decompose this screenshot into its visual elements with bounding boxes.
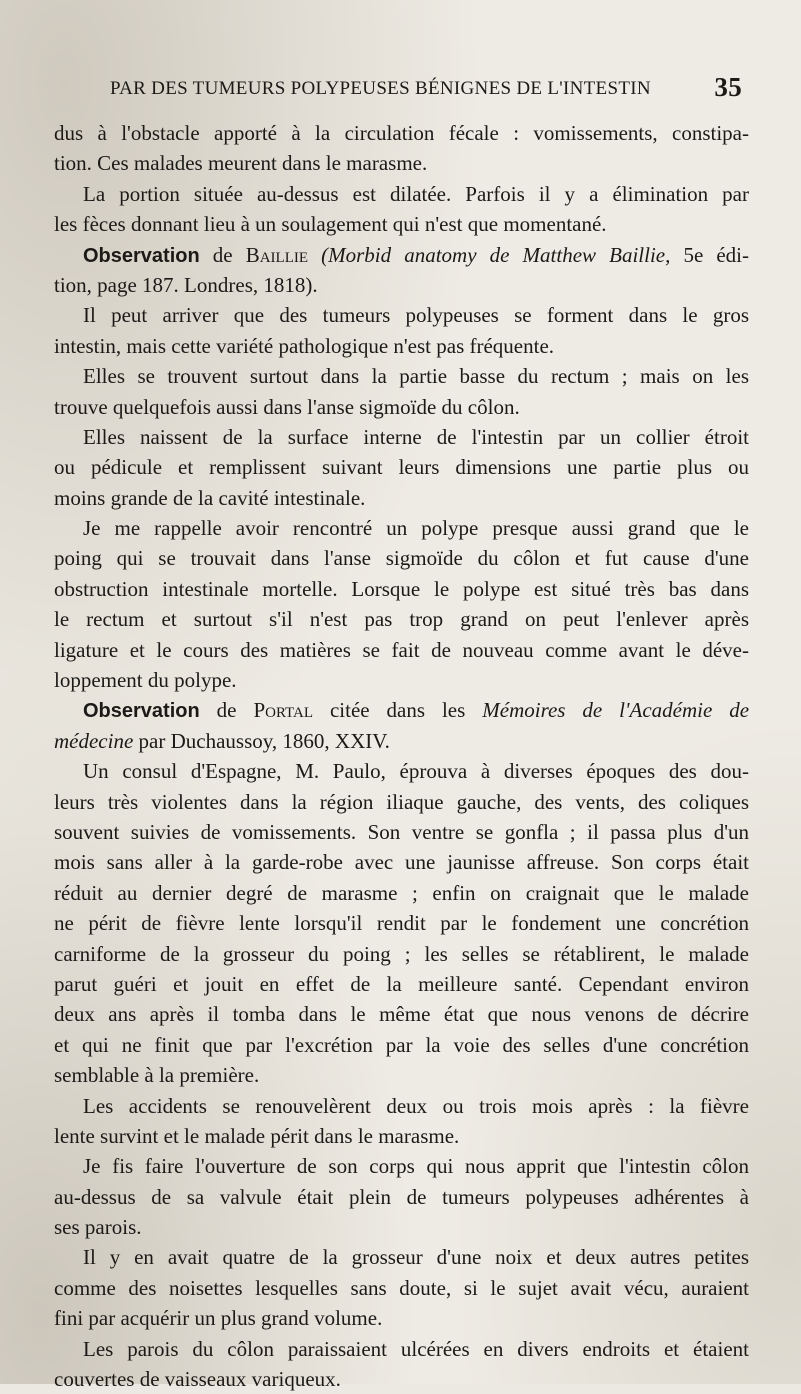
text-line: ses parois.: [54, 1215, 142, 1240]
text-line: couvertes de vaisseaux variqueux.: [54, 1367, 341, 1392]
text-fragment: par Duchaussoy, 1860, XXIV.: [138, 728, 390, 753]
text-line: souvent suivies de vomissements. Son ventre se gonfla ; il passa plus d'un: [54, 819, 749, 844]
text-line: trouve quelquefois aussi dans l'anse sigmoïde du côlon.: [54, 394, 520, 419]
text-line: parut guéri et jouit en effet de la meilleure santé. Cependant environ: [54, 971, 749, 996]
text-line: Les accidents se renouvelèrent deux ou trois mois après : la fièvre: [83, 1093, 749, 1118]
text-line: dus à l'obstacle apporté à la circulation fécale : vomissements, constipa-: [54, 121, 749, 145]
text-line: poing qui se trouvait dans l'anse sigmoïde du côlon et fut cause d'une: [54, 546, 749, 571]
observation-label: Observation: [83, 244, 200, 267]
observation-heading-line: [54, 240, 749, 270]
source-title-continued: médecine: [54, 728, 134, 753]
author-name: Portal: [253, 698, 314, 723]
text-line: tion. Ces malades meurent dans le marasme.: [54, 151, 428, 176]
text-line: Elles se trouvent surtout dans la partie basse du rectum ; mais on les: [83, 364, 749, 389]
text-line: moins grande de la cavité intestinale.: [54, 485, 366, 510]
text-line: les fèces donnant lieu à un soulagement qui n'est que momentané.: [54, 212, 607, 237]
text-fragment: citée dans les: [329, 698, 466, 723]
text-line: Il peut arriver que des tumeurs polypeuses se forment dans le gros: [83, 303, 749, 328]
text-line: obstruction intestinale mortelle. Lorsque le polype est situé très bas dans: [54, 576, 749, 601]
text-line: fini par acquérir un plus grand volume.: [54, 1306, 383, 1331]
author-name: Baillie: [245, 242, 309, 267]
page-header: [110, 72, 742, 102]
text-fragment: de: [216, 698, 237, 723]
text-line: le rectum et surtout s'il n'est pas trop grand on peut l'enlever après: [54, 607, 749, 632]
text-line: tion, page 187. Londres, 1818).: [54, 272, 318, 297]
text-line: ligature et le cours des matières se fait de nouveau comme avant le déve-: [54, 637, 749, 662]
body-text: [54, 118, 749, 1394]
text-line: Un consul d'Espagne, M. Paulo, éprouva à diverses époques des dou-: [83, 759, 749, 784]
source-title: Mémoires de l'Académie de: [482, 698, 749, 723]
text-line: lente survint et le malade périt dans le marasme.: [54, 1123, 460, 1148]
text-line: réduit au dernier degré de marasme ; enfin on craignait que le malade: [54, 880, 749, 905]
text-line: loppement du polype.: [54, 668, 237, 693]
text-line: Je fis faire l'ouverture de son corps qui nous apprit que l'intestin côlon: [83, 1154, 749, 1179]
text-fragment: de: [212, 242, 233, 267]
observation-heading-line: [54, 695, 749, 725]
text-line: Il y en avait quatre de la grosseur d'une noix et deux autres petites: [83, 1245, 749, 1270]
text-line: carniforme de la grosseur du poing ; les selles se rétablirent, le malade: [54, 941, 749, 966]
text-line: ou pédicule et remplissent suivant leurs dimensions une partie plus ou: [54, 455, 749, 480]
text-line: La portion située au-dessus est dilatée. Parfois il y a élimination par: [83, 181, 749, 206]
text-line: semblable à la première.: [54, 1063, 260, 1088]
text-line: ne périt de fièvre lente lorsqu'il rendit par le fondement une concrétion: [54, 911, 749, 936]
source-title: (Morbid anatomy de Matthew Baillie,: [321, 242, 671, 267]
text-line: Elles naissent de la surface interne de l'intestin par un collier étroit: [83, 424, 749, 449]
text-line: Je me rappelle avoir rencontré un polype presque aussi grand que le: [83, 516, 749, 541]
text-line: leurs très violentes dans la région iliaque gauche, des vents, des coliques: [54, 789, 749, 814]
text-line: et qui ne finit que par l'excrétion par la voie des selles d'une concrétion: [54, 1032, 749, 1057]
text-line: [54, 726, 749, 756]
text-line: comme des noisettes lesquelles sans doute, si le sujet avait vécu, auraient: [54, 1275, 749, 1300]
observation-label: Observation: [83, 700, 200, 723]
text-line: mois sans aller à la garde-robe avec une jaunisse affreuse. Son corps était: [54, 850, 749, 875]
running-head: PAR DES TUMEURS POLYPEUSES BÉNIGNES DE L'INTESTIN: [110, 78, 651, 99]
text-line: au-dessus de sa valvule était plein de tumeurs polypeuses adhérentes à: [54, 1184, 749, 1209]
text-fragment: 5e édi-: [683, 242, 749, 267]
text-line: Les parois du côlon paraissaient ulcérées en divers endroits et étaient: [83, 1336, 749, 1361]
text-line: intestin, mais cette variété pathologique n'est pas fréquente.: [54, 333, 555, 358]
text-line: deux ans après il tomba dans le même état que nous venons de décrire: [54, 1002, 749, 1027]
page-number: 35: [714, 72, 742, 102]
